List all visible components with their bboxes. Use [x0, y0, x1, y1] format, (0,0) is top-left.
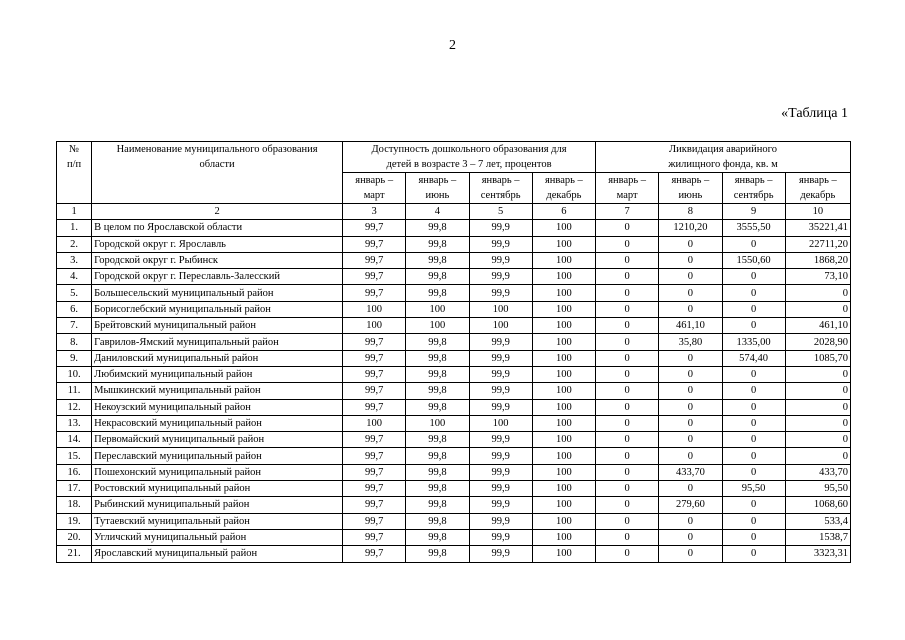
- housing-q1-cell: 0: [596, 546, 659, 562]
- availability-year-cell: 100: [532, 546, 595, 562]
- availability-h1-cell: 100: [406, 415, 469, 431]
- row-number-cell: 12.: [57, 399, 92, 415]
- availability-h1-cell: 99,8: [406, 383, 469, 399]
- availability-q1-cell: 100: [343, 318, 406, 334]
- housing-q1-cell: 0: [596, 334, 659, 350]
- municipality-name-cell: Городской округ г. Ярославль: [92, 236, 343, 252]
- availability-q1-cell: 99,7: [343, 497, 406, 513]
- housing-9m-cell: 0: [722, 529, 785, 545]
- housing-q1-cell: 0: [596, 513, 659, 529]
- availability-h1-cell: 99,8: [406, 497, 469, 513]
- housing-9m-cell: 0: [722, 448, 785, 464]
- municipality-name-cell: Некоузский муниципальный район: [92, 399, 343, 415]
- availability-year-cell: 100: [532, 301, 595, 317]
- availability-9m-cell: 99,9: [469, 269, 532, 285]
- availability-h1-cell: 99,8: [406, 481, 469, 497]
- column-index: 4: [406, 204, 469, 220]
- housing-9m-cell: 3555,50: [722, 220, 785, 236]
- col-header-group-availability: [343, 142, 596, 173]
- table-body: [57, 220, 851, 562]
- table-caption: «Таблица 1: [781, 106, 848, 121]
- availability-year-cell: 100: [532, 366, 595, 382]
- row-number-cell: 11.: [57, 383, 92, 399]
- housing-9m-cell: 0: [722, 301, 785, 317]
- housing-h1-cell: 0: [659, 285, 722, 301]
- row-number-cell: 16.: [57, 464, 92, 480]
- availability-h1-cell: 99,8: [406, 236, 469, 252]
- housing-h1-cell: 0: [659, 252, 722, 268]
- housing-q1-cell: 0: [596, 529, 659, 545]
- municipality-name-cell: Тутаевский муниципальный район: [92, 513, 343, 529]
- row-number-cell: 2.: [57, 236, 92, 252]
- row-number-cell: 7.: [57, 318, 92, 334]
- housing-year-cell: 0: [785, 366, 850, 382]
- availability-q1-cell: 99,7: [343, 285, 406, 301]
- table-row: [57, 318, 851, 334]
- housing-9m-cell: 1550,60: [722, 252, 785, 268]
- availability-q1-cell: 99,7: [343, 269, 406, 285]
- housing-q1-cell: 0: [596, 350, 659, 366]
- availability-h1-cell: 99,8: [406, 350, 469, 366]
- availability-year-cell: 100: [532, 236, 595, 252]
- period-header: январь – июнь: [406, 173, 469, 204]
- housing-q1-cell: 0: [596, 236, 659, 252]
- housing-year-cell: 0: [785, 448, 850, 464]
- availability-year-cell: 100: [532, 252, 595, 268]
- availability-q1-cell: 99,7: [343, 399, 406, 415]
- availability-year-cell: 100: [532, 529, 595, 545]
- availability-h1-cell: 99,8: [406, 513, 469, 529]
- col-header-name: [92, 142, 343, 204]
- table-row: [57, 301, 851, 317]
- availability-year-cell: 100: [532, 513, 595, 529]
- municipality-name-cell: Городской округ г. Рыбинск: [92, 252, 343, 268]
- municipality-name-cell: Любимский муниципальный район: [92, 366, 343, 382]
- availability-q1-cell: 99,7: [343, 383, 406, 399]
- housing-h1-cell: 0: [659, 513, 722, 529]
- column-index: 3: [343, 204, 406, 220]
- period-header: январь – декабрь: [532, 173, 595, 204]
- municipality-name-cell: Пошехонский муниципальный район: [92, 464, 343, 480]
- housing-h1-cell: 0: [659, 350, 722, 366]
- housing-h1-cell: 1210,20: [659, 220, 722, 236]
- row-number-cell: 3.: [57, 252, 92, 268]
- availability-9m-cell: 100: [469, 318, 532, 334]
- availability-year-cell: 100: [532, 399, 595, 415]
- table-row: [57, 464, 851, 480]
- row-number-cell: 1.: [57, 220, 92, 236]
- column-index: 1: [57, 204, 92, 220]
- municipality-name-cell: Большесельский муниципальный район: [92, 285, 343, 301]
- municipality-name-cell: Первомайский муниципальный район: [92, 432, 343, 448]
- availability-9m-cell: 99,9: [469, 383, 532, 399]
- availability-q1-cell: 99,7: [343, 220, 406, 236]
- availability-9m-cell: 99,9: [469, 464, 532, 480]
- housing-h1-cell: 0: [659, 399, 722, 415]
- housing-h1-cell: 0: [659, 269, 722, 285]
- housing-year-cell: 35221,41: [785, 220, 850, 236]
- housing-year-cell: 1868,20: [785, 252, 850, 268]
- row-number-cell: 21.: [57, 546, 92, 562]
- housing-h1-cell: 0: [659, 432, 722, 448]
- availability-9m-cell: 99,9: [469, 513, 532, 529]
- availability-q1-cell: 99,7: [343, 513, 406, 529]
- municipality-name-cell: Брейтовский муниципальный район: [92, 318, 343, 334]
- housing-9m-cell: 0: [722, 464, 785, 480]
- availability-h1-cell: 99,8: [406, 464, 469, 480]
- availability-h1-cell: 99,8: [406, 546, 469, 562]
- availability-9m-cell: 99,9: [469, 481, 532, 497]
- header-group2-text: Ликвидация аварийного жилищного фонда, кв. м: [668, 144, 778, 170]
- availability-q1-cell: 100: [343, 415, 406, 431]
- table-row: [57, 350, 851, 366]
- availability-h1-cell: 99,8: [406, 334, 469, 350]
- availability-year-cell: 100: [532, 415, 595, 431]
- availability-9m-cell: 100: [469, 301, 532, 317]
- col-header-number: [57, 142, 92, 204]
- housing-year-cell: 533,4: [785, 513, 850, 529]
- table-row: [57, 497, 851, 513]
- housing-h1-cell: 0: [659, 366, 722, 382]
- housing-h1-cell: 0: [659, 529, 722, 545]
- availability-year-cell: 100: [532, 350, 595, 366]
- housing-h1-cell: 0: [659, 481, 722, 497]
- availability-year-cell: 100: [532, 334, 595, 350]
- housing-q1-cell: 0: [596, 481, 659, 497]
- table-row: [57, 432, 851, 448]
- column-index: 9: [722, 204, 785, 220]
- availability-year-cell: 100: [532, 481, 595, 497]
- column-index: 2: [92, 204, 343, 220]
- row-number-cell: 14.: [57, 432, 92, 448]
- housing-q1-cell: 0: [596, 399, 659, 415]
- row-number-cell: 6.: [57, 301, 92, 317]
- availability-q1-cell: 99,7: [343, 481, 406, 497]
- availability-9m-cell: 99,9: [469, 432, 532, 448]
- row-number-cell: 13.: [57, 415, 92, 431]
- period-header: январь – март: [343, 173, 406, 204]
- data-table: [56, 141, 851, 563]
- availability-year-cell: 100: [532, 432, 595, 448]
- availability-q1-cell: 99,7: [343, 529, 406, 545]
- availability-year-cell: 100: [532, 383, 595, 399]
- municipality-name-cell: Угличский муниципальный район: [92, 529, 343, 545]
- availability-h1-cell: 99,8: [406, 252, 469, 268]
- availability-q1-cell: 99,7: [343, 366, 406, 382]
- table-row: [57, 399, 851, 415]
- table-row: [57, 236, 851, 252]
- availability-year-cell: 100: [532, 448, 595, 464]
- housing-q1-cell: 0: [596, 301, 659, 317]
- column-index: 5: [469, 204, 532, 220]
- housing-year-cell: 22711,20: [785, 236, 850, 252]
- availability-h1-cell: 99,8: [406, 448, 469, 464]
- row-number-cell: 9.: [57, 350, 92, 366]
- availability-9m-cell: 99,9: [469, 252, 532, 268]
- housing-year-cell: 0: [785, 399, 850, 415]
- page-number: 2: [449, 38, 456, 53]
- availability-q1-cell: 99,7: [343, 236, 406, 252]
- availability-9m-cell: 99,9: [469, 448, 532, 464]
- availability-year-cell: 100: [532, 220, 595, 236]
- row-number-cell: 10.: [57, 366, 92, 382]
- availability-9m-cell: 99,9: [469, 220, 532, 236]
- housing-year-cell: 73,10: [785, 269, 850, 285]
- period-header: январь – сентябрь: [722, 173, 785, 204]
- availability-year-cell: 100: [532, 497, 595, 513]
- availability-h1-cell: 100: [406, 301, 469, 317]
- housing-year-cell: 0: [785, 383, 850, 399]
- municipality-name-cell: Некрасовский муниципальный район: [92, 415, 343, 431]
- table-row: [57, 334, 851, 350]
- housing-year-cell: 2028,90: [785, 334, 850, 350]
- table-row: [57, 285, 851, 301]
- availability-q1-cell: 99,7: [343, 448, 406, 464]
- housing-h1-cell: 0: [659, 383, 722, 399]
- column-index: 6: [532, 204, 595, 220]
- availability-q1-cell: 99,7: [343, 334, 406, 350]
- table-row: [57, 220, 851, 236]
- table-row: [57, 481, 851, 497]
- header-no-text: № п/п: [66, 144, 82, 170]
- table-row: [57, 383, 851, 399]
- row-number-cell: 8.: [57, 334, 92, 350]
- period-header: январь – июнь: [659, 173, 722, 204]
- housing-year-cell: 0: [785, 301, 850, 317]
- table-row: [57, 513, 851, 529]
- housing-9m-cell: 0: [722, 432, 785, 448]
- availability-9m-cell: 99,9: [469, 546, 532, 562]
- row-number-cell: 15.: [57, 448, 92, 464]
- availability-9m-cell: 99,9: [469, 529, 532, 545]
- housing-h1-cell: 0: [659, 301, 722, 317]
- housing-h1-cell: 0: [659, 448, 722, 464]
- availability-9m-cell: 99,9: [469, 350, 532, 366]
- municipality-name-cell: Переславский муниципальный район: [92, 448, 343, 464]
- housing-9m-cell: 0: [722, 318, 785, 334]
- header-group1-text: Доступность дошкольного образования для детей в возрасте 3 – 7 лет, процентов: [371, 144, 567, 170]
- housing-9m-cell: 0: [722, 366, 785, 382]
- row-number-cell: 20.: [57, 529, 92, 545]
- row-number-cell: 4.: [57, 269, 92, 285]
- housing-q1-cell: 0: [596, 415, 659, 431]
- availability-q1-cell: 99,7: [343, 546, 406, 562]
- column-index: 10: [785, 204, 850, 220]
- period-header: январь – сентябрь: [469, 173, 532, 204]
- availability-9m-cell: 99,9: [469, 334, 532, 350]
- housing-year-cell: 0: [785, 415, 850, 431]
- housing-year-cell: 0: [785, 285, 850, 301]
- availability-9m-cell: 99,9: [469, 236, 532, 252]
- availability-h1-cell: 99,8: [406, 399, 469, 415]
- availability-q1-cell: 100: [343, 301, 406, 317]
- housing-9m-cell: 0: [722, 399, 785, 415]
- municipality-name-cell: Ростовский муниципальный район: [92, 481, 343, 497]
- availability-h1-cell: 99,8: [406, 432, 469, 448]
- housing-h1-cell: 433,70: [659, 464, 722, 480]
- availability-h1-cell: 99,8: [406, 529, 469, 545]
- table-row: [57, 269, 851, 285]
- housing-h1-cell: 35,80: [659, 334, 722, 350]
- housing-q1-cell: 0: [596, 366, 659, 382]
- housing-year-cell: 3323,31: [785, 546, 850, 562]
- housing-h1-cell: 279,60: [659, 497, 722, 513]
- housing-9m-cell: 0: [722, 285, 785, 301]
- housing-9m-cell: 0: [722, 546, 785, 562]
- row-number-cell: 18.: [57, 497, 92, 513]
- table-row: [57, 366, 851, 382]
- column-index: 8: [659, 204, 722, 220]
- row-number-cell: 17.: [57, 481, 92, 497]
- housing-year-cell: 433,70: [785, 464, 850, 480]
- availability-9m-cell: 99,9: [469, 366, 532, 382]
- table-row: [57, 415, 851, 431]
- housing-9m-cell: 574,40: [722, 350, 785, 366]
- header-name-text: Наименование муниципального образования области: [116, 144, 318, 170]
- municipality-name-cell: Борисоглебский муниципальный район: [92, 301, 343, 317]
- row-number-cell: 19.: [57, 513, 92, 529]
- availability-9m-cell: 99,9: [469, 285, 532, 301]
- housing-h1-cell: 0: [659, 546, 722, 562]
- housing-q1-cell: 0: [596, 464, 659, 480]
- availability-h1-cell: 99,8: [406, 285, 469, 301]
- housing-q1-cell: 0: [596, 318, 659, 334]
- municipality-name-cell: Гаврилов-Ямский муниципальный район: [92, 334, 343, 350]
- availability-year-cell: 100: [532, 464, 595, 480]
- housing-q1-cell: 0: [596, 432, 659, 448]
- availability-q1-cell: 99,7: [343, 464, 406, 480]
- availability-9m-cell: 99,9: [469, 497, 532, 513]
- housing-year-cell: 1068,60: [785, 497, 850, 513]
- housing-q1-cell: 0: [596, 448, 659, 464]
- table-row: [57, 546, 851, 562]
- housing-9m-cell: 1335,00: [722, 334, 785, 350]
- col-header-group-housing: [596, 142, 851, 173]
- housing-q1-cell: 0: [596, 383, 659, 399]
- column-index-row: [57, 204, 851, 220]
- housing-year-cell: 461,10: [785, 318, 850, 334]
- table-row: [57, 252, 851, 268]
- availability-q1-cell: 99,7: [343, 252, 406, 268]
- housing-q1-cell: 0: [596, 285, 659, 301]
- period-header: январь – декабрь: [785, 173, 850, 204]
- period-header: январь – март: [596, 173, 659, 204]
- housing-year-cell: 1538,7: [785, 529, 850, 545]
- availability-h1-cell: 99,8: [406, 366, 469, 382]
- housing-9m-cell: 0: [722, 383, 785, 399]
- housing-9m-cell: 95,50: [722, 481, 785, 497]
- housing-9m-cell: 0: [722, 236, 785, 252]
- municipality-name-cell: Рыбинский муниципальный район: [92, 497, 343, 513]
- housing-9m-cell: 0: [722, 497, 785, 513]
- table-row: [57, 448, 851, 464]
- availability-year-cell: 100: [532, 269, 595, 285]
- housing-q1-cell: 0: [596, 252, 659, 268]
- availability-year-cell: 100: [532, 285, 595, 301]
- housing-q1-cell: 0: [596, 269, 659, 285]
- availability-h1-cell: 100: [406, 318, 469, 334]
- housing-h1-cell: 461,10: [659, 318, 722, 334]
- column-index: 7: [596, 204, 659, 220]
- housing-year-cell: 95,50: [785, 481, 850, 497]
- housing-9m-cell: 0: [722, 513, 785, 529]
- municipality-name-cell: Ярославский муниципальный район: [92, 546, 343, 562]
- housing-9m-cell: 0: [722, 415, 785, 431]
- availability-h1-cell: 99,8: [406, 269, 469, 285]
- table-row: [57, 529, 851, 545]
- housing-year-cell: 1085,70: [785, 350, 850, 366]
- header-row-1: [57, 142, 851, 173]
- municipality-name-cell: Мышкинский муниципальный район: [92, 383, 343, 399]
- housing-q1-cell: 0: [596, 497, 659, 513]
- availability-9m-cell: 100: [469, 415, 532, 431]
- housing-h1-cell: 0: [659, 236, 722, 252]
- row-number-cell: 5.: [57, 285, 92, 301]
- availability-h1-cell: 99,8: [406, 220, 469, 236]
- housing-year-cell: 0: [785, 432, 850, 448]
- housing-q1-cell: 0: [596, 220, 659, 236]
- availability-q1-cell: 99,7: [343, 350, 406, 366]
- municipality-name-cell: В целом по Ярославской области: [92, 220, 343, 236]
- housing-9m-cell: 0: [722, 269, 785, 285]
- availability-year-cell: 100: [532, 318, 595, 334]
- municipality-name-cell: Даниловский муниципальный район: [92, 350, 343, 366]
- municipality-name-cell: Городской округ г. Переславль-Залесский: [92, 269, 343, 285]
- availability-q1-cell: 99,7: [343, 432, 406, 448]
- housing-h1-cell: 0: [659, 415, 722, 431]
- availability-9m-cell: 99,9: [469, 399, 532, 415]
